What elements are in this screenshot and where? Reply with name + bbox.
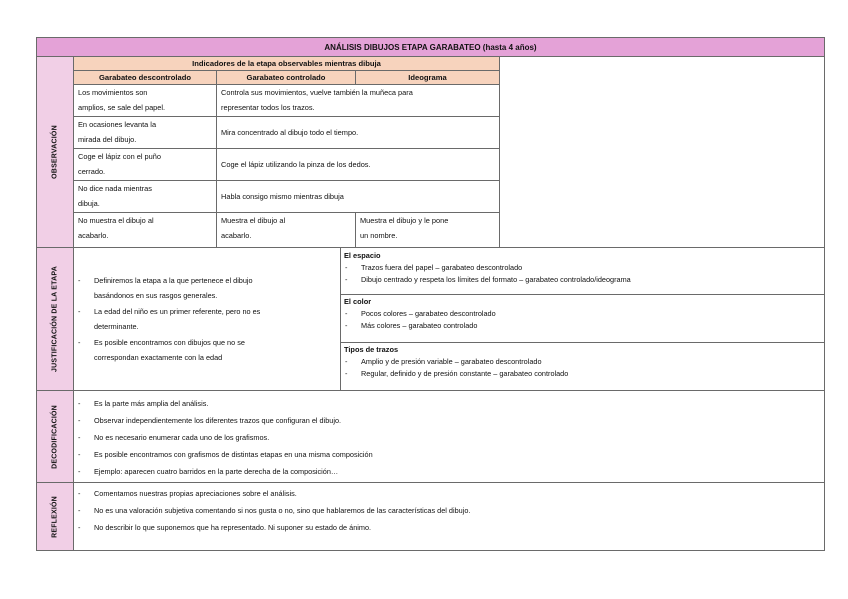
list-item: - La edad del niño es un primer referente, pero no es determinante. — [74, 304, 340, 335]
table-row-cell: Coge el lápiz con el puño cerrado. — [73, 148, 217, 181]
indicators-header: Indicadores de la etapa observables mientras dibuja — [73, 56, 500, 71]
group-title: El color — [344, 297, 372, 306]
table-title: ANÁLISIS DIBUJOS ETAPA GARABATEO (hasta 4 años) — [37, 38, 824, 57]
list-item: - Observar independientemente los diferentes trazos que configuran el dibujo. — [74, 412, 824, 429]
table-row-cell: Muestra el dibujo al acabarlo. — [216, 212, 356, 248]
list-item: - No es necesario enumerar cada uno de los grafismos. — [74, 429, 824, 446]
justificacion-left-list — [74, 273, 340, 366]
reflexion-label: REFLEXIÓN — [51, 495, 59, 538]
list-item: - Más colores – garabateo controlado — [341, 320, 824, 332]
list-item: - Dibujo centrado y respeta los límites del formato – garabateo controlado/ideograma — [341, 274, 824, 286]
table-row-cell: Muestra el dibujo y le pone un nombre. — [355, 212, 500, 248]
justificacion-right — [341, 248, 824, 390]
table-row-cell: Habla consigo mismo mientras dibuja — [216, 180, 500, 213]
table-row-cell: No dice nada mientras dibuja. — [73, 180, 217, 213]
table-row-cell: Controla sus movimientos, vuelve también la muñeca para representar todos los trazos. — [216, 84, 500, 117]
table-row-cell: Mira concentrado al dibujo todo el tiempo. — [216, 116, 500, 149]
group-title: Tipos de trazos — [344, 345, 399, 354]
list-item: - Es posible encontramos con grafismos de distintas etapas en una misma composición — [74, 446, 824, 463]
list-item: - Trazos fuera del papel – garabateo descontrolado — [341, 262, 824, 274]
table-row-cell: No muestra el dibujo al acabarlo. — [73, 212, 217, 248]
list-item: - Pocos colores – garabateo descontrolado — [341, 308, 824, 320]
observacion-side-label — [37, 57, 74, 248]
table-row-cell: En ocasiones levanta la mirada del dibujo. — [73, 116, 217, 149]
observacion-label: OBSERVACIÓN — [51, 125, 59, 179]
list-item: - No describir lo que suponemos que ha representado. Ni suponer su estado de ánimo. — [74, 519, 824, 536]
group-title: El espacio — [344, 251, 381, 260]
list-item: - Definiremos la etapa a la que pertenece el dibujo basándonos en sus rasgos generales. — [74, 273, 340, 304]
justificacion-label: JUSTIFICACIÓN DE LA ETAPA — [51, 266, 59, 372]
espacio-group — [341, 250, 824, 295]
list-item: - Es posible encontramos con dibujos que no se correspondan exactamente con la edad — [74, 335, 340, 366]
col-header-controlado: Garabateo controlado — [216, 70, 356, 85]
decodificacion-side-label — [37, 391, 74, 483]
trazos-group — [341, 344, 824, 390]
decodificacion-list — [74, 395, 824, 480]
reflexion-side-label — [37, 483, 74, 550]
decodificacion-section — [74, 391, 824, 483]
reflexion-list — [74, 485, 824, 536]
decodificacion-label: DECODIFICACIÓN — [51, 404, 59, 469]
list-item: - Ejemplo: aparecen cuatro barridos en la parte derecha de la composición… — [74, 463, 824, 480]
list-item: - Regular, definido y de presión constante – garabateo controlado — [341, 368, 824, 380]
analysis-table — [36, 37, 825, 551]
observacion-section — [74, 57, 824, 248]
justificacion-left — [74, 248, 341, 390]
col-header-descontrolado: Garabateo descontrolado — [73, 70, 217, 85]
list-item: - Amplio y de presión variable – garabateo descontrolado — [341, 356, 824, 368]
justificacion-side-label — [37, 248, 74, 391]
list-item: - No es una valoración subjetiva comentando si nos gusta o no, sino que hablaremos de las características del dibujo. — [74, 502, 824, 519]
table-row-cell: Coge el lápiz utilizando la pinza de los dedos. — [216, 148, 500, 181]
list-item: - Es la parte más amplia del análisis. — [74, 395, 824, 412]
color-group — [341, 296, 824, 343]
col-header-ideograma: Ideograma — [355, 70, 500, 85]
reflexion-section — [74, 483, 824, 550]
justificacion-section — [74, 248, 824, 391]
table-row-cell: Los movimientos son amplios, se sale del papel. — [73, 84, 217, 117]
list-item: - Comentamos nuestras propias apreciaciones sobre el análisis. — [74, 485, 824, 502]
